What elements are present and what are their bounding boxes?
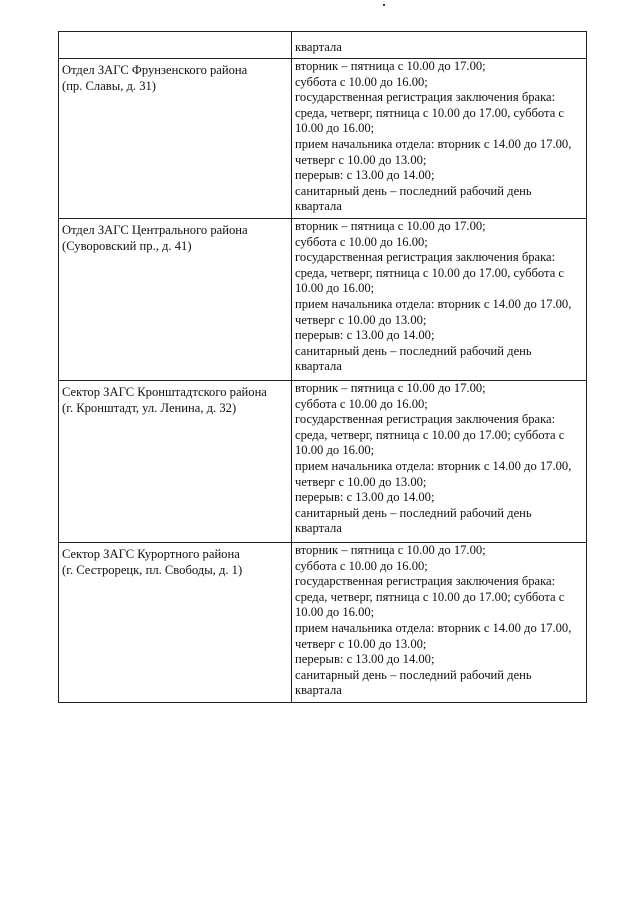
office-address: (пр. Славы, д. 31) — [62, 78, 156, 93]
table-row-office — [59, 59, 587, 219]
hours-line: санитарный день – последний рабочий день — [295, 343, 532, 358]
hours-line: четверг с 10.00 до 13.00; — [295, 636, 427, 651]
hours-line: вторник – пятница с 10.00 до 17.00; — [295, 219, 486, 233]
hours-line: прием начальника отдела: вторник с 14.00 до 17.00, — [295, 296, 572, 311]
hours-line: вторник – пятница с 10.00 до 17.00; — [295, 59, 486, 73]
hours-line: среда, четверг, пятница с 10.00 до 17.00, суббота с — [295, 105, 565, 120]
hours-line: 10.00 до 16.00; — [295, 121, 375, 136]
hours-line: государственная регистрация заключения брака: — [295, 90, 556, 105]
office-name: Отдел ЗАГС Фрунзенского района — [62, 63, 248, 77]
hours-cell — [292, 543, 587, 703]
hours-line: квартала — [295, 40, 342, 54]
hours-line: санитарный день – последний рабочий день — [295, 505, 532, 520]
table-row-office — [59, 381, 587, 543]
hours-line: санитарный день – последний рабочий день — [295, 183, 532, 198]
hours-cell — [292, 381, 587, 543]
hours-line: вторник – пятница с 10.00 до 17.00; — [295, 381, 486, 395]
hours-line: перерыв: с 13.00 до 14.00; — [295, 328, 435, 343]
office-cell-empty — [59, 32, 292, 59]
office-name: Отдел ЗАГС Центрального района — [62, 223, 248, 237]
hours-line: четверг с 10.00 до 13.00; — [295, 152, 427, 167]
office-cell — [59, 543, 292, 703]
hours-line: перерыв: с 13.00 до 14.00; — [295, 168, 435, 183]
office-address: (г. Сестрорецк, пл. Свободы, д. 1) — [62, 562, 243, 577]
office-cell — [59, 381, 292, 543]
hours-line: 10.00 до 16.00; — [295, 281, 375, 296]
office-address: (г. Кронштадт, ул. Ленина, д. 32) — [62, 400, 237, 415]
hours-line: перерыв: с 13.00 до 14.00; — [295, 652, 435, 667]
hours-line: вторник – пятница с 10.00 до 17.00; — [295, 543, 486, 557]
hours-cell — [292, 219, 587, 381]
hours-cell-continuation — [292, 32, 587, 59]
hours-line: квартала — [295, 199, 342, 214]
hours-line: квартала — [295, 521, 342, 536]
schedule-table — [58, 31, 587, 703]
hours-line: государственная регистрация заключения брака: — [295, 250, 556, 265]
hours-line: среда, четверг, пятница с 10.00 до 17.00, суббота с — [295, 265, 565, 280]
table-row-office — [59, 543, 587, 703]
hours-line: квартала — [295, 683, 342, 698]
hours-line: 10.00 до 16.00; — [295, 443, 375, 458]
hours-line: государственная регистрация заключения брака: — [295, 412, 556, 427]
office-address: (Суворовский пр., д. 41) — [62, 238, 192, 253]
hours-line: прием начальника отдела: вторник с 14.00 до 17.00, — [295, 136, 572, 151]
table-row-office — [59, 219, 587, 381]
hours-line: суббота с 10.00 до 16.00; — [295, 234, 428, 249]
hours-line: перерыв: с 13.00 до 14.00; — [295, 490, 435, 505]
office-cell — [59, 219, 292, 381]
office-cell — [59, 59, 292, 219]
hours-line: 10.00 до 16.00; — [295, 605, 375, 620]
hours-line: среда, четверг, пятница с 10.00 до 17.00; суббота с — [295, 427, 565, 442]
hours-line: прием начальника отдела: вторник с 14.00 до 17.00, — [295, 458, 572, 473]
office-name: Сектор ЗАГС Курортного района — [62, 547, 240, 561]
table-row-continuation — [59, 32, 587, 59]
hours-line: четверг с 10.00 до 13.00; — [295, 312, 427, 327]
scan-mark — [383, 4, 385, 6]
hours-line: суббота с 10.00 до 16.00; — [295, 396, 428, 411]
hours-line: государственная регистрация заключения брака: — [295, 574, 556, 589]
office-name: Сектор ЗАГС Кронштадтского района — [62, 385, 267, 399]
hours-line: суббота с 10.00 до 16.00; — [295, 558, 428, 573]
hours-line: четверг с 10.00 до 13.00; — [295, 474, 427, 489]
hours-line: квартала — [295, 359, 342, 374]
hours-cell — [292, 59, 587, 219]
hours-line: суббота с 10.00 до 16.00; — [295, 74, 428, 89]
hours-line: санитарный день – последний рабочий день — [295, 667, 532, 682]
hours-line: прием начальника отдела: вторник с 14.00 до 17.00, — [295, 620, 572, 635]
hours-line: среда, четверг, пятница с 10.00 до 17.00; суббота с — [295, 589, 565, 604]
